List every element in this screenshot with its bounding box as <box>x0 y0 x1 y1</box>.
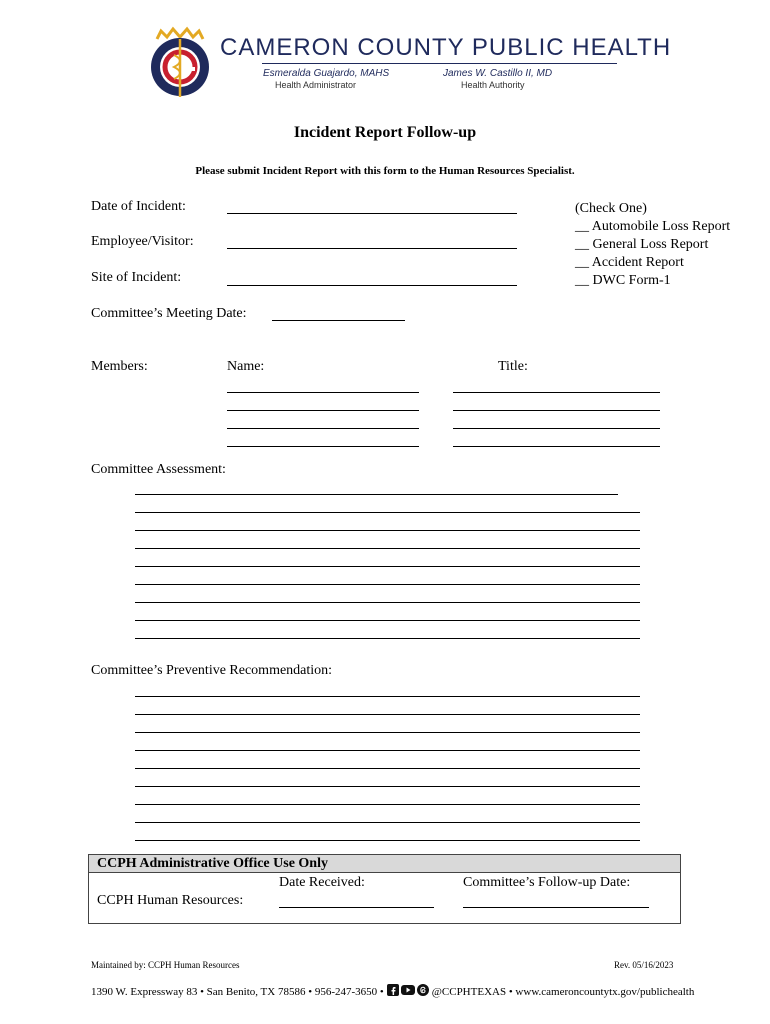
date-of-incident-label: Date of Incident: <box>91 199 186 214</box>
footer-contact <box>91 984 694 999</box>
recommendation-line[interactable] <box>135 714 640 715</box>
hr-label: CCPH Human Resources: <box>97 893 244 908</box>
assessment-line[interactable] <box>135 530 640 531</box>
facebook-icon[interactable] <box>387 984 399 999</box>
assessment-line[interactable] <box>135 584 640 585</box>
check-one-label: (Check One) <box>575 201 647 216</box>
recommendation-line[interactable] <box>135 786 640 787</box>
followup-date-field[interactable] <box>463 907 649 908</box>
members-label: Members: <box>91 359 148 374</box>
recommendation-label: Committee’s Preventive Recommendation: <box>91 663 333 678</box>
youtube-icon[interactable] <box>401 984 415 999</box>
org-name: CAMERON COUNTY PUBLIC HEALTH <box>220 34 672 61</box>
assessment-label: Committee Assessment: <box>91 462 226 477</box>
admin1-name: Esmeralda Guajardo, MAHS <box>263 68 390 79</box>
recommendation-line[interactable] <box>135 732 640 733</box>
threads-icon[interactable] <box>417 984 429 999</box>
check-option-dwc-form-1[interactable]: __ DWC Form-1 <box>575 273 671 288</box>
check-option-general-loss[interactable]: __ General Loss Report <box>575 237 709 252</box>
member-title-line[interactable] <box>453 428 660 429</box>
assessment-line[interactable] <box>135 602 640 603</box>
assessment-line[interactable] <box>135 566 640 567</box>
form-title: Incident Report Follow-up <box>293 124 477 141</box>
assessment-line[interactable] <box>135 620 640 621</box>
maintained-by: Maintained by: CCPH Human Resources <box>91 960 240 970</box>
date-of-incident-field[interactable] <box>227 213 517 214</box>
site-of-incident-label: Site of Incident: <box>91 270 182 285</box>
admin-office-heading: CCPH Administrative Office Use Only <box>89 855 680 873</box>
member-title-line[interactable] <box>453 410 660 411</box>
member-name-line[interactable] <box>227 410 419 411</box>
member-title-line[interactable] <box>453 446 660 447</box>
form-instruction: Please submit Incident Report with this form to the Human Resources Specialist. <box>195 165 575 177</box>
assessment-line[interactable] <box>135 548 640 549</box>
check-option-accident-report[interactable]: __ Accident Report <box>575 255 684 270</box>
employee-visitor-label: Employee/Visitor: <box>91 234 194 249</box>
assessment-line[interactable] <box>135 494 618 495</box>
member-name-line[interactable] <box>227 446 419 447</box>
check-one-group <box>575 200 730 290</box>
followup-date-label: Committee’s Follow-up Date: <box>463 875 631 890</box>
title-column-label: Title: <box>498 359 528 374</box>
admin2-title: Health Authority <box>461 80 525 90</box>
recommendation-line[interactable] <box>135 696 640 697</box>
name-column-label: Name: <box>227 359 265 374</box>
date-received-label: Date Received: <box>279 875 365 890</box>
assessment-line[interactable] <box>135 512 640 513</box>
member-name-line[interactable] <box>227 428 419 429</box>
recommendation-line[interactable] <box>135 804 640 805</box>
county-seal-logo <box>147 25 213 99</box>
assessment-line[interactable] <box>135 638 640 639</box>
meeting-date-label: Committee’s Meeting Date: <box>91 306 247 321</box>
member-name-line[interactable] <box>227 392 419 393</box>
check-option-automobile-loss[interactable]: __ Automobile Loss Report <box>575 219 731 234</box>
date-received-field[interactable] <box>279 907 434 908</box>
recommendation-line[interactable] <box>135 768 640 769</box>
header-rule <box>262 63 617 64</box>
member-title-line[interactable] <box>453 392 660 393</box>
admin1-title: Health Administrator <box>275 80 357 90</box>
recommendation-line[interactable] <box>135 822 640 823</box>
recommendation-line[interactable] <box>135 840 640 841</box>
footer-address: 1390 W. Expressway 83 • San Benito, TX 78586 • 956-247-3650 • <box>91 985 384 998</box>
employee-visitor-field[interactable] <box>227 248 517 249</box>
admin2-name: James W. Castillo II, MD <box>443 68 553 79</box>
recommendation-line[interactable] <box>135 750 640 751</box>
meeting-date-field[interactable] <box>272 320 405 321</box>
footer-social: @CCPHTEXAS • www.cameroncountytx.gov/publichealth <box>431 985 695 998</box>
revision-date: Rev. 05/16/2023 <box>614 960 674 970</box>
site-of-incident-field[interactable] <box>227 285 517 286</box>
